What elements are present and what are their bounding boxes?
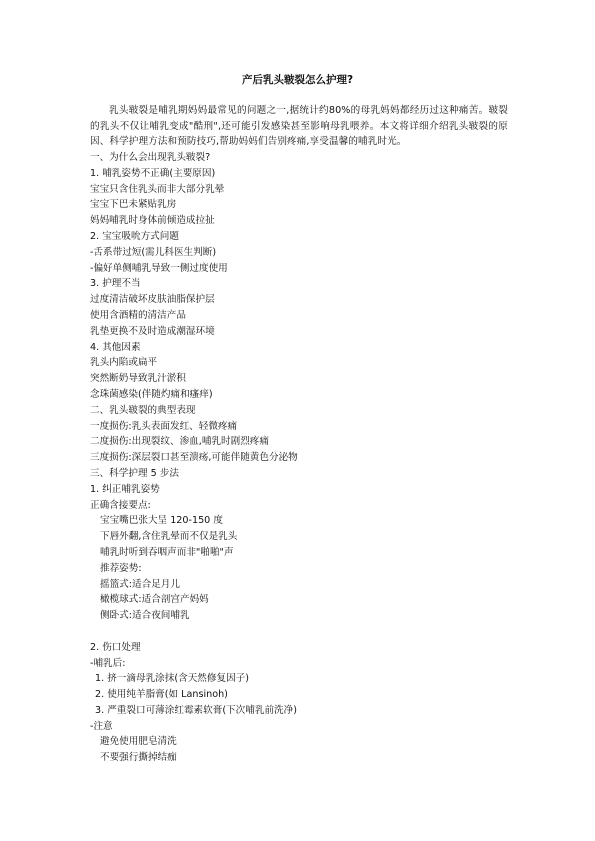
text-line: 念珠菌感染(伴随灼痛和瘙痒) — [90, 388, 213, 400]
text-line: 下唇外翻,含住乳晕而不仅是乳头 — [100, 531, 238, 543]
text-line: 一、为什么会出现乳头皲裂? — [90, 152, 211, 163]
text-line: 乳头内陷或扁平 — [90, 357, 158, 369]
text-line: -偏好单侧哺乳导致一侧过度使用 — [90, 262, 228, 274]
text-line: 三度损伤:深层裂口甚至溃疡,可能伴随黄色分泌物 — [90, 452, 298, 464]
text-line: 1. 哺乳姿势不正确(主要原因) — [90, 167, 216, 179]
text-line: 2. 宝宝吸吮方式问题 — [90, 230, 179, 242]
text-line: 3. 严重裂口可薄涂红霉素软膏(下次哺乳前洗净) — [95, 704, 297, 716]
text-line: 避免使用肥皂清洗 — [100, 736, 177, 748]
text-line: 2. 使用纯羊脂膏(如 Lansinoh) — [95, 689, 228, 701]
text-line: 乳垫更换不及时造成潮湿环境 — [90, 325, 215, 337]
text-line: 4. 其他因素 — [90, 341, 141, 353]
text-line: -舌系带过短(需儿科医生判断) — [90, 246, 217, 258]
text-line: 突然断奶导致乳汁淤积 — [90, 373, 186, 385]
text-line: 正确含接要点: — [90, 499, 151, 511]
text-line: 二度损伤:出现裂纹、渗血,哺乳时剧烈疼痛 — [90, 436, 269, 448]
body-text — [90, 150, 520, 766]
text-line: 摇篮式:适合足月儿 — [100, 578, 180, 590]
text-line: 1. 挤一滴母乳涂抹(含天然修复因子) — [95, 673, 250, 685]
text-line: 宝宝下巴未紧贴乳房 — [90, 199, 177, 211]
text-line: 二、乳头皲裂的典型表现 — [90, 404, 196, 416]
text-line: 哺乳时听到吞咽声而非"啪啪"声 — [100, 546, 234, 558]
text-line: 宝宝嘴巴张大呈 120-150 度 — [100, 515, 223, 527]
text-line: 宝宝只含住乳头而非大部分乳晕 — [90, 183, 225, 195]
text-line: 推荐姿势: — [100, 562, 142, 574]
text-line: 不要强行撕掉结痂 — [100, 752, 177, 764]
intro-paragraph: 乳头皲裂是哺乳期妈妈最常见的问题之一,据统计约80%的母乳妈妈都经历过这种痛苦。皲裂的乳头不仅让哺乳变成"酷刑",还可能引发感染甚至影响母乳喂养。本文将详细介绍乳头皲裂的原因、科学护理方法和预防技巧,帮助妈妈们告别疼痛,享受温馨的哺乳时光。 — [90, 105, 508, 148]
text-line: -注意 — [90, 720, 113, 732]
text-line: 一度损伤:乳头表面发红、轻微疼痛 — [90, 420, 238, 432]
page-title: 产后乳头皲裂怎么护理? — [241, 74, 354, 86]
text-line: 侧卧式:适合夜间哺乳 — [100, 610, 190, 622]
text-line: -哺乳后: — [90, 657, 126, 669]
text-line: 过度清洁破坏皮肤油脂保护层 — [90, 294, 215, 306]
text-line: 使用含酒精的清洁产品 — [90, 309, 186, 321]
text-line: 3. 护理不当 — [90, 278, 141, 290]
text-line: 三、科学护理 5 步法 — [90, 467, 179, 479]
text-line: 橄榄球式:适合剖宫产妈妈 — [100, 594, 209, 606]
text-line: 2. 伤口处理 — [90, 641, 141, 653]
text-line: 妈妈哺乳时身体前倾造成拉扯 — [90, 215, 215, 227]
text-line — [90, 624, 520, 640]
text-line: 1. 纠正哺乳姿势 — [90, 483, 160, 495]
